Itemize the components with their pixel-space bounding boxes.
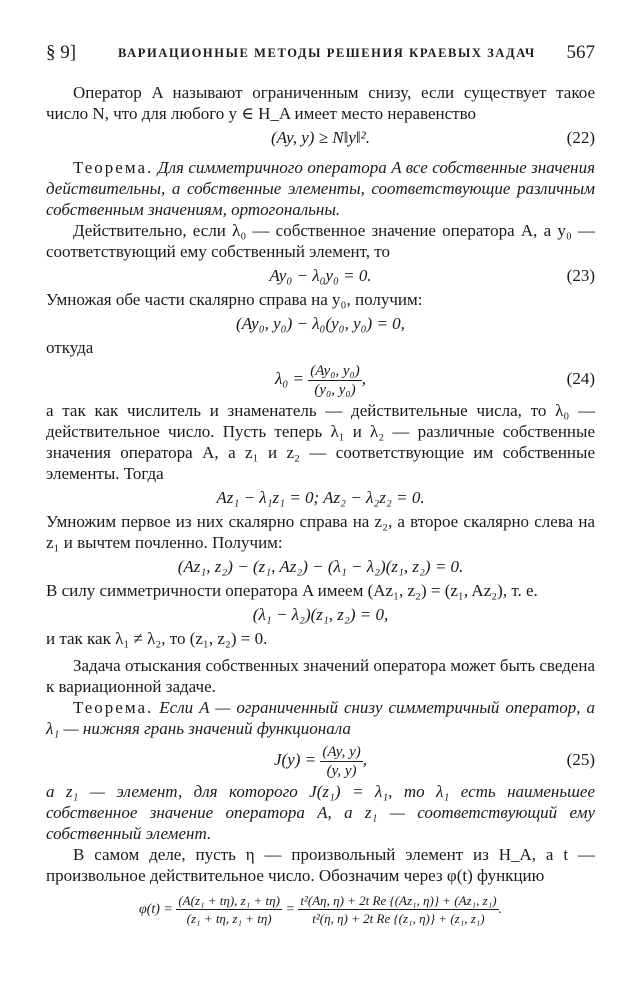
equation-formula: Az₁ − λ₁z₁ = 0; Az₂ − λ₂z₂ = 0. [216, 488, 425, 507]
fraction [176, 892, 282, 927]
equation-lhs: λ₀ = [274, 369, 304, 388]
theorem-1 [46, 157, 595, 220]
theorem-label: Теорема. [73, 158, 154, 177]
paragraph: Умножим первое из них скалярно справа на z₂, а второе скалярно слева на z₁ и вычтем почленно. Получим: [46, 512, 595, 552]
equation [46, 553, 595, 580]
theorem-label: Теорема. [73, 698, 154, 717]
fraction [320, 743, 362, 780]
denominator: (y, y) [326, 762, 357, 779]
equation-number: (24) [566, 369, 595, 388]
paragraph: Оператор A называют ограниченным снизу, если существует такое число N, что для любого y ∈ H_A имеет место неравенство [46, 83, 595, 123]
numerator: (Ay, y) [322, 743, 361, 760]
numerator: (Ay₀, y₀) [310, 362, 360, 379]
theorem-continuation: а z₁ — элемент, для которого J(z₁) = λ₁, то λ₁ есть наименьшее собственное значение оператора A, а z₁ — соответствующий ему собственный элемент. [46, 782, 595, 843]
equation-formula: (Ay₀, y₀) − λ₀(y₀, y₀) = 0, [236, 314, 405, 333]
equation-number: (25) [566, 750, 595, 769]
numerator: (A(z₁ + tη), z₁ + tη) [178, 893, 280, 909]
paragraph: а так как числитель и знаменатель — действительные числа, то λ₀ — действительное число. Пусть теперь λ₁ и λ₂ — различные собственные значения оператора A, а z₁ и z₂ — соответствующие им собственные элементы. Тогда [46, 401, 595, 483]
paragraph: и так как λ₁ ≠ λ₂, то (z₁, z₂) = 0. [46, 629, 268, 648]
page-number: 567 [566, 42, 595, 63]
equation-formula [46, 739, 595, 781]
equation-phi [46, 886, 595, 934]
page-body [46, 82, 595, 934]
equation [46, 484, 595, 511]
equation-formula: (Ay, y) ≥ N‖y‖². [270, 128, 371, 147]
equation [46, 310, 595, 337]
theorem-text: Для симметричного оператора A все собственные значения действительны, а собственные элементы, соответствующие различным собственным значениям, ортогональны. [46, 158, 595, 219]
equation-formula [46, 886, 595, 934]
running-title: ВАРИАЦИОННЫЕ МЕТОДЫ РЕШЕНИЯ КРАЕВЫХ ЗАДАЧ [118, 46, 536, 60]
theorem-2 [46, 697, 595, 739]
equation [46, 601, 595, 628]
equation-formula: (Az₁, z₂) − (z₁, Az₂) − (λ₁ − λ₂)(z₁, z₂) = 0. [177, 557, 464, 576]
equation-lhs: J(y) = [274, 750, 317, 769]
equation-22 [46, 124, 595, 151]
running-header [46, 42, 595, 64]
equation-tail: , [361, 369, 367, 388]
fraction [308, 362, 362, 399]
equation-23 [46, 262, 595, 289]
equals-sign: = [285, 902, 295, 917]
numerator: t²(Aη, η) + 2t Re {(Az₁, η)} + (Az₁, z₁) [300, 893, 497, 909]
equation-number: (22) [566, 128, 595, 147]
equation-formula [46, 358, 595, 400]
equation-25 [46, 739, 595, 781]
paragraph: В самом деле, пусть η — произвольный элемент из H_A, а t — произвольное действительное число. Обозначим через φ(t) функцию [46, 845, 595, 885]
theorem-text: Если A — ограниченный снизу симметричный оператор, а λ₁ — нижняя грань значений функционала [46, 698, 595, 738]
paragraph: откуда [46, 338, 94, 357]
section-marker: § 9] [46, 42, 77, 63]
equation-tail: . [498, 902, 503, 917]
fraction [298, 892, 498, 927]
equation-number: (23) [566, 266, 595, 285]
paragraph: Действительно, если λ₀ — собственное значение оператора A, а y₀ — соответствующий ему собственный элемент, то [46, 221, 595, 261]
equation-formula: Ay₀ − λ₀y₀ = 0. [269, 266, 372, 285]
equation-tail: , [362, 750, 367, 769]
equation-lhs: φ(t) = [138, 902, 173, 917]
equation-formula: (λ₁ − λ₂)(z₁, z₂) = 0, [252, 605, 389, 624]
paragraph: Умножая обе части скалярно справа на y₀, получим: [46, 290, 423, 309]
denominator: (z₁ + tη, z₁ + tη) [186, 911, 272, 927]
denominator: t²(η, η) + 2t Re {(z₁, η)} + (z₁, z₁) [312, 911, 485, 927]
paragraph: В силу симметричности оператора A имеем (Az₁, z₂) = (z₁, Az₂), т. е. [46, 581, 538, 600]
denominator: (y₀, y₀) [314, 381, 356, 398]
equation-24 [46, 358, 595, 400]
paragraph: Задача отыскания собственных значений оператора может быть сведена к вариационной задаче. [46, 656, 595, 696]
